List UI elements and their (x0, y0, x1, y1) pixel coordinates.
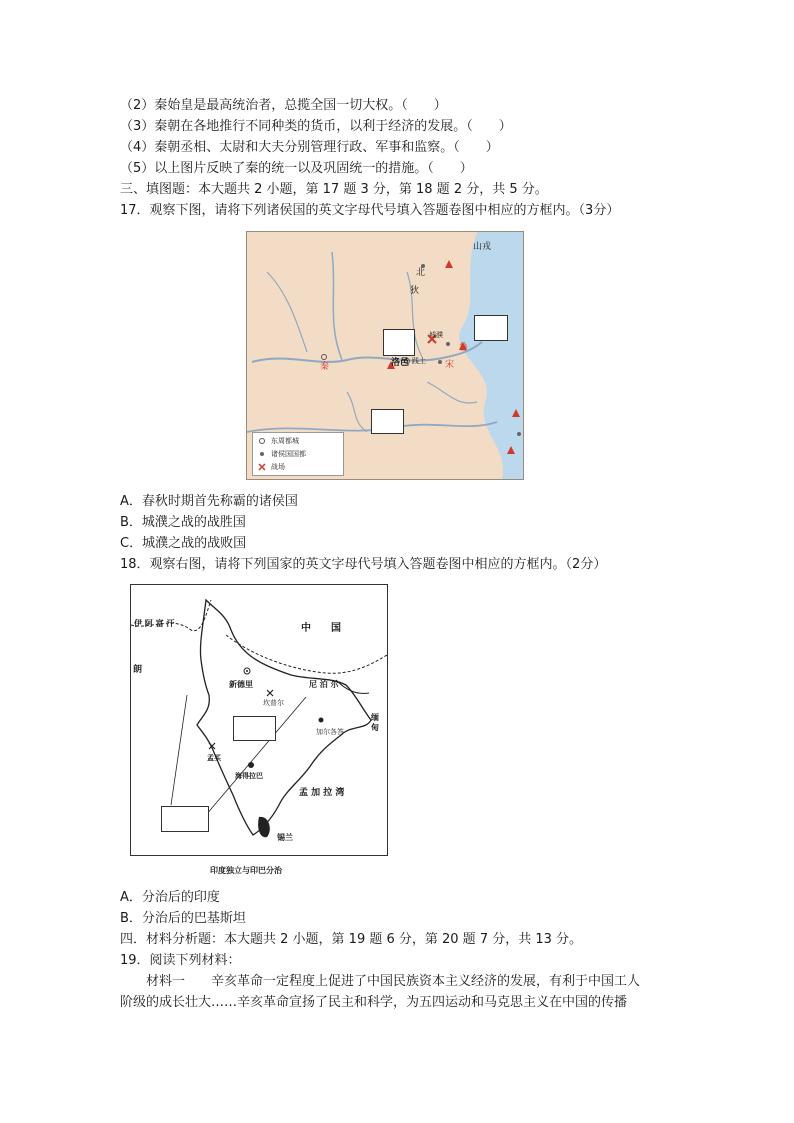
legend-battlefield: 战场 (271, 463, 285, 471)
answer-box-lower[interactable] (161, 806, 209, 832)
label-di: 狄 (410, 286, 420, 296)
label-lang: 朗 (133, 665, 143, 675)
label-kanpur: 坎普尔 (263, 699, 284, 707)
material-1-line-2: 阶级的成长壮大……辛亥革命宣扬了民主和科学，为五四运动和马克思主义在中国的传播 (120, 995, 628, 1010)
judgement-item-3: （3）秦朝在各地推行不同种类的货币，以利于经济的发展。（ ） (120, 119, 512, 134)
answer-box-b[interactable] (474, 315, 508, 341)
label-shanrong: 山戎 (473, 242, 492, 252)
india-partition-map (130, 584, 388, 856)
legend-capital: 东周都城 (271, 437, 299, 445)
label-ceylon: 锡兰 (277, 833, 293, 842)
label-luoyi: 洛邑 (391, 358, 410, 368)
answer-box-upper[interactable] (233, 716, 276, 741)
legend-state-capital: 诸侯国国都 (271, 450, 306, 458)
label-qin: 秦 (320, 362, 330, 372)
material-1-line-1: 材料一 辛亥革命一定程度上促进了中国民族资本主义经济的发展，有利于中国工人 (120, 974, 641, 989)
q18-option-b: B．分治后的巴基斯坦 (120, 911, 246, 926)
question-18-title: 18．观察右图，请将下列国家的英文字母代号填入答题卷图中相应的方框内。（2分） (120, 557, 607, 572)
q17-option-b: B．城濮之战的战胜国 (120, 515, 246, 530)
q17-option-a: A．春秋时期首先称霸的诸侯国 (120, 494, 298, 509)
label-mumbai: 孟买 (207, 754, 221, 762)
label-chengpu: 城濮 (429, 331, 443, 339)
map-legend (252, 432, 344, 476)
q17-option-c: C．城濮之战的战败国 (120, 536, 247, 551)
section-3-heading: 三、填图题：本大题共 2 小题，第 17 题 3 分，第 18 题 2 分，共 5 分。 (120, 182, 548, 197)
label-newdelhi: 新德里 (229, 680, 253, 689)
label-jiantu: 践土 (412, 357, 426, 365)
section-4-heading: 四．材料分析题：本大题共 2 小题，第 19 题 6 分，第 20 题 7 分，共 13 分。 (120, 932, 583, 947)
label-afghanistan: 伊 阿 富 汗 (134, 619, 175, 628)
label-nepal: 尼 泊 尔 (309, 680, 339, 689)
label-burma: 缅 甸 (371, 713, 379, 732)
map-caption: 印度独立与印巴分治 (210, 866, 282, 875)
label-bay-of-bengal: 孟 加 拉 湾 (299, 788, 345, 798)
label-bei: 北 (416, 268, 426, 278)
judgement-item-5: （5）以上图片反映了秦的统一以及巩固统一的措施。（ ） (120, 161, 473, 176)
answer-box-c[interactable] (371, 409, 404, 434)
legend-symbols (256, 433, 270, 475)
label-china: 中 国 (301, 623, 341, 634)
question-17-title: 17．观察下图，请将下列诸侯国的英文字母代号填入答题卷图中相应的方框内。（3分） (120, 203, 620, 218)
label-kolkata: 加尔各答 (316, 728, 344, 736)
label-hyderabad: 海得拉巴 (235, 772, 263, 780)
label-song: 宋 (445, 360, 455, 370)
judgement-item-4: （4）秦朝丞相、太尉和大夫分别管理行政、军事和监察。（ ） (120, 140, 499, 155)
q18-option-a: A．分治后的印度 (120, 890, 220, 905)
label-lu: 鲁 (459, 343, 469, 353)
question-19-title: 19．阅读下列材料： (120, 953, 241, 968)
judgement-item-2: （2）秦始皇是最高统治者，总揽全国一切大权。（ ） (120, 98, 447, 113)
spring-autumn-map (246, 231, 524, 480)
answer-box-a[interactable] (383, 329, 415, 356)
